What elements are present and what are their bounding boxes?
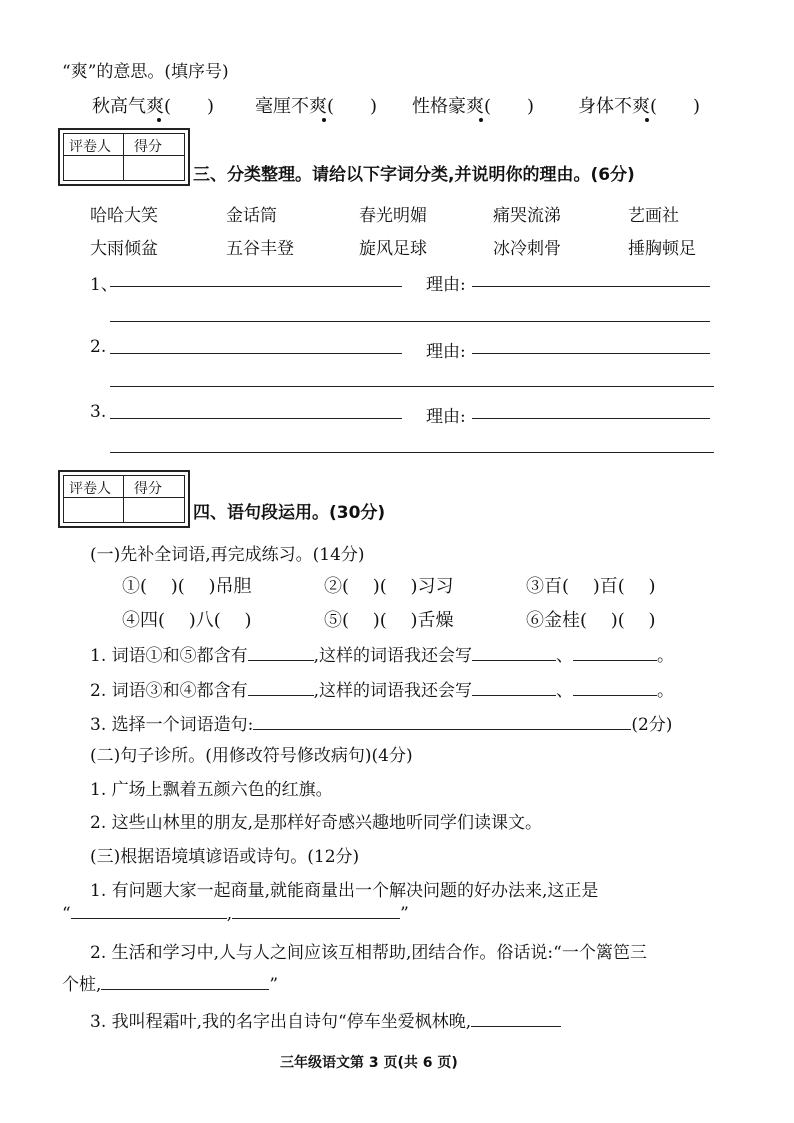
word-item: 艺画社 xyxy=(628,206,679,226)
word-item: 哈哈大笑 xyxy=(90,206,158,226)
q1-blank-1[interactable] xyxy=(248,644,314,661)
emphasis-dot xyxy=(157,118,161,122)
p3-q1-line2 xyxy=(62,902,409,924)
question-1 xyxy=(90,641,674,666)
q1-text-a: 1. 词语①和⑤都含有 xyxy=(90,646,248,666)
q2-text-d: 。 xyxy=(657,681,675,701)
p3-q2-text: 个桩, xyxy=(62,975,102,995)
close-quote: ” xyxy=(269,975,279,995)
emphasis-dot xyxy=(645,118,649,122)
reason-label-3: 理由: xyxy=(426,407,466,427)
q1-blank-3[interactable] xyxy=(573,644,657,661)
reason-line-2b[interactable] xyxy=(110,386,714,387)
p3-q3 xyxy=(90,1007,561,1032)
q2-text-a: 2. 词语③和④都含有 xyxy=(90,681,248,701)
sentence-1: 1. 广场上飘着五颜六色的红旗。 xyxy=(90,780,333,800)
q2-blank-2[interactable] xyxy=(472,679,556,696)
idiom-item: ③百( )百( ) xyxy=(526,576,656,597)
reason-label-2: 理由: xyxy=(426,342,466,362)
word-item: 春光明媚 xyxy=(359,206,427,226)
p3-q1-line1: 1. 有问题大家一起商量,就能商量出一个解决问题的好办法来,这正是 xyxy=(90,881,599,901)
p3-q1-blank-1[interactable] xyxy=(71,902,227,919)
reviewer-label: 评卷人 xyxy=(69,481,111,497)
q1-text-b: ,这样的词语我还会写 xyxy=(313,646,473,666)
question-3 xyxy=(90,710,672,735)
word-item: 大雨倾盆 xyxy=(90,239,158,259)
word-item: 捶胸顿足 xyxy=(628,239,696,259)
idiom-item: ⑥金桂( )( ) xyxy=(526,610,656,631)
shuang-item-2: 毫厘不爽( ) xyxy=(255,96,378,117)
p3-q1-blank-2[interactable] xyxy=(232,902,400,919)
idiom-item: ②( )( )习习 xyxy=(324,576,454,597)
category-line-3[interactable] xyxy=(110,418,402,419)
shuang-item-1: 秋高气爽( ) xyxy=(92,96,215,117)
word-item: 冰冷刺骨 xyxy=(493,239,561,259)
word-item: 旋风足球 xyxy=(359,239,427,259)
q3-blank[interactable] xyxy=(253,713,631,730)
score-box xyxy=(58,470,190,528)
category-line-1[interactable] xyxy=(110,286,402,287)
reason-label-1: 理由: xyxy=(426,275,466,295)
score-box xyxy=(58,128,190,186)
part3-title: (三)根据语境填谚语或诗句。(12分) xyxy=(90,847,360,867)
q3-text: 3. 选择一个词语造句: xyxy=(90,715,254,735)
q3-score: (2分) xyxy=(631,715,673,735)
intro-line: “爽”的意思。(填序号) xyxy=(62,62,229,82)
reason-line-1[interactable] xyxy=(472,286,710,287)
section3-title: 三、分类整理。请给以下字词分类,并说明你的理由。(6分) xyxy=(193,165,635,185)
reason-line-3[interactable] xyxy=(472,418,710,419)
q2-text-b: ,这样的词语我还会写 xyxy=(313,681,473,701)
close-quote: ” xyxy=(400,904,409,924)
word-item: 五谷丰登 xyxy=(226,239,294,259)
reviewer-label: 评卷人 xyxy=(69,139,111,155)
q2-blank-1[interactable] xyxy=(248,679,314,696)
word-item: 痛哭流涕 xyxy=(493,206,561,226)
sentence-2: 2. 这些山林里的朋友,是那样好奇感兴趣地听同学们读课文。 xyxy=(90,813,543,833)
p3-q2-blank[interactable] xyxy=(101,973,269,990)
question-2 xyxy=(90,676,674,701)
p3-q2-line2 xyxy=(62,970,278,995)
reason-line-1b[interactable] xyxy=(110,321,710,322)
word-item: 金话筒 xyxy=(226,206,277,226)
idiom-item: ④四( )八( ) xyxy=(122,610,252,631)
answer-number-3: 3. xyxy=(90,402,107,422)
part1-title: (一)先补全词语,再完成练习。(14分) xyxy=(90,545,365,565)
part2-title: (二)句子诊所。(用修改符号修改病句)(4分) xyxy=(90,746,413,766)
p3-q3-text: 3. 我叫程霜叶,我的名字出自诗句“停车坐爱枫林晚, xyxy=(90,1012,472,1032)
emphasis-dot xyxy=(322,118,326,122)
category-line-2[interactable] xyxy=(110,353,402,354)
section4-title: 四、语句段运用。(30分) xyxy=(193,503,386,523)
score-label: 得分 xyxy=(134,481,162,497)
q1-blank-2[interactable] xyxy=(472,644,556,661)
q2-text-c: 、 xyxy=(556,681,574,701)
emphasis-dot xyxy=(479,118,483,122)
reason-line-2[interactable] xyxy=(472,353,710,354)
reason-line-3b[interactable] xyxy=(110,452,714,453)
p3-q3-blank[interactable] xyxy=(471,1010,561,1027)
shuang-item-3: 性格豪爽( ) xyxy=(412,96,535,117)
idiom-item: ①( )( )吊胆 xyxy=(122,576,252,597)
idiom-item: ⑤( )( )舌燥 xyxy=(324,610,454,631)
score-label: 得分 xyxy=(134,139,162,155)
page-footer: 三年级语文第 3 页(共 6 页) xyxy=(280,1055,458,1071)
q1-text-d: 。 xyxy=(657,646,675,666)
q1-text-c: 、 xyxy=(556,646,574,666)
p3-q2-line1: 2. 生活和学习中,人与人之间应该互相帮助,团结合作。俗话说:“一个篱笆三 xyxy=(90,943,647,963)
answer-number-2: 2. xyxy=(90,337,107,357)
q2-blank-3[interactable] xyxy=(573,679,657,696)
comma: , xyxy=(226,904,233,924)
answer-number-1: 1、 xyxy=(90,275,118,295)
open-quote: “ xyxy=(62,904,71,924)
shuang-item-4: 身体不爽( ) xyxy=(578,96,701,117)
